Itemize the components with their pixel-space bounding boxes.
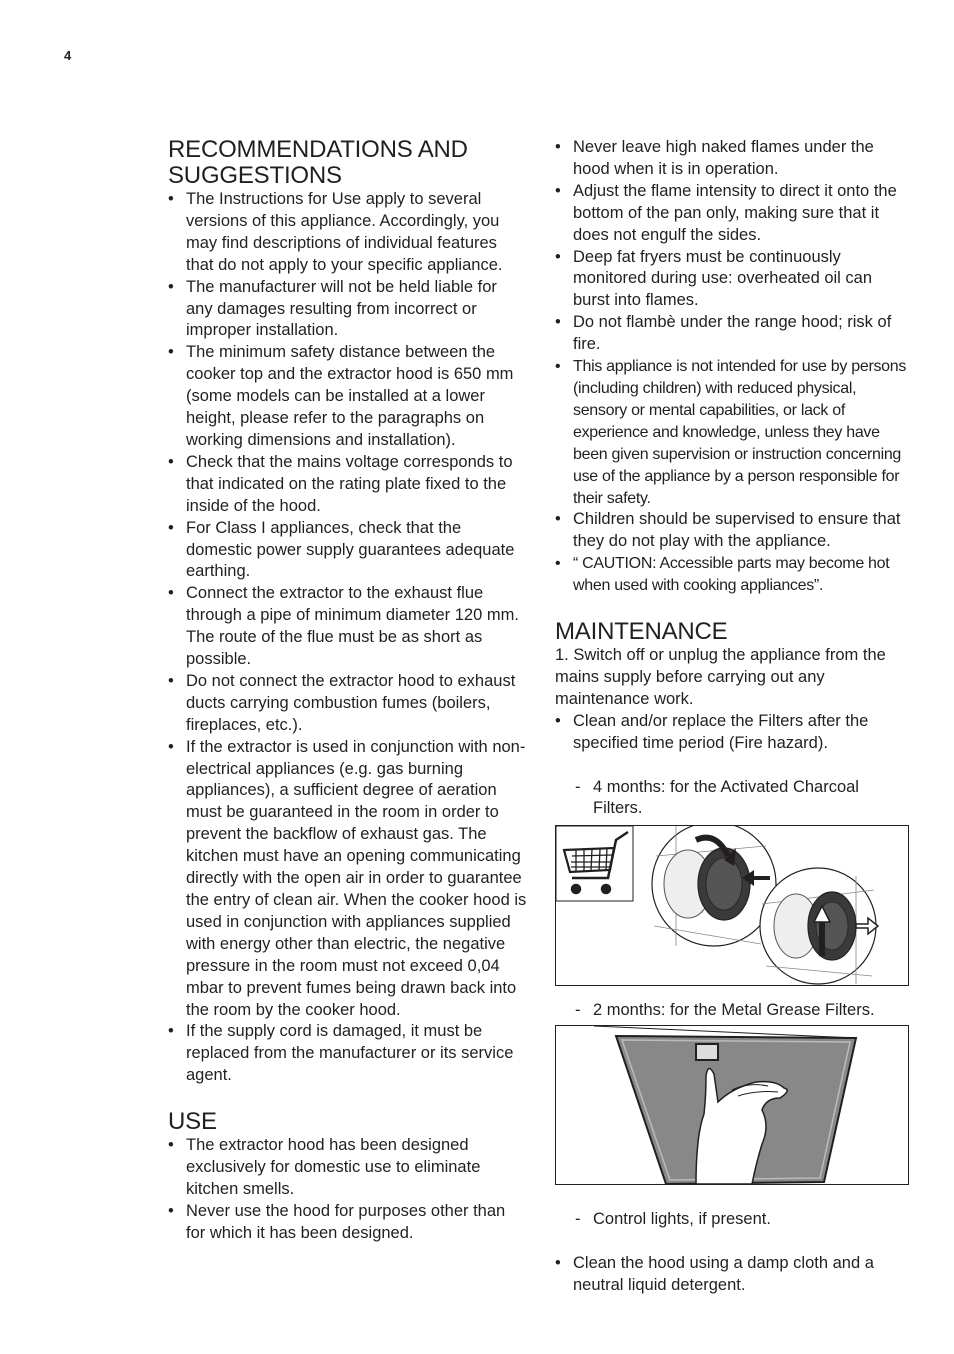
left-column [168,137,528,1245]
use-list [168,1135,528,1245]
maintenance-heading: MAINTENANCE [555,618,728,646]
charcoal-filter-illustration [555,825,909,986]
list-item: • Clean and/or replace the Filters after the specified time period (Fire hazard). [555,711,911,755]
grease-filter-illustration [555,1025,909,1185]
right-column [555,137,911,1297]
list-item: • If the extractor is used in conjunction with non-electrical appliances (e.g. gas burning appliances), a sufficient degree of aeration must be guaranteed in the room in order to prevent the backflow of exhaust gas. The kitchen must have an opening communicating directly with the open air in order to guarantee the entry of clean air. When the cooker hood is used in conjunction with appliances supplied with energy other than electric, the negative pressure in the room must not exceed 0,04 mbar to prevent fumes being drawn back into the room by the cooker hood. [168,737,528,1022]
charcoal-filter-drawing [556,826,908,985]
list-item: • Do not connect the extractor hood to exhaust ducts carrying combustion fumes (boilers, fireplaces, etc.). [168,671,528,737]
grease-filter-interval: - 2 months: for the Metal Grease Filters. [575,1001,875,1020]
list-item: • Deep fat fryers must be continuously monitored during use: overheated oil can burst into flames. [555,247,911,313]
list-item: • The minimum safety distance between the cooker top and the extractor hood is 650 mm (some models can be installed at a lower height, please refer to the paragraphs on working dimensions and installation). [168,342,528,452]
cleaning-list [555,1253,911,1297]
list-item: • Clean the hood using a damp cloth and a neutral liquid detergent. [555,1253,911,1297]
list-item: • Never use the hood for purposes other than for which it has been designed. [168,1201,528,1245]
grease-filter-drawing [556,1026,908,1184]
hood-detail-right [760,868,878,984]
list-item: • “ CAUTION: Accessible parts may become hot when used with cooking appliances”. [555,553,911,597]
list-item: • For Class I appliances, check that the domestic power supply guarantees adequate earthing. [168,518,528,584]
list-item: • The Instructions for Use apply to several versions of this appliance. Accordingly, you may find descriptions of individual features that do not apply to your specific appliance. [168,189,528,277]
page-number: 4 [64,48,72,63]
charcoal-filter-interval: - 4 months: for the Activated Charcoal Filters. [575,777,859,818]
list-item: • Adjust the flame intensity to direct it onto the bottom of the pan only, making sure that it does not engulf the sides. [555,181,911,247]
use-heading: USE [168,1108,217,1136]
maintenance-list [555,711,911,755]
list-item: • The extractor hood has been designed exclusively for domestic use to eliminate kitchen smells. [168,1135,528,1201]
hood-detail-left [652,826,776,946]
list-item: • If the supply cord is damaged, it must be replaced from the manufacturer or its service agent. [168,1021,528,1087]
list-item: • Check that the mains voltage corresponds to that indicated on the rating plate fixed to the inside of the hood. [168,452,528,518]
maintenance-intro: 1. Switch off or unplug the appliance from the mains supply before carrying out any maintenance work. [555,646,886,708]
recommendations-list [168,189,528,1087]
recommendations-heading: RECOMMENDATIONS AND SUGGESTIONS [168,136,468,189]
safety-list [555,137,911,597]
list-item: • Do not flambè under the range hood; risk of fire. [555,312,911,356]
list-item: • The manufacturer will not be held liable for any damages resulting from incorrect or improper installation. [168,277,528,343]
list-item: • This appliance is not intended for use by persons (including children) with reduced physical, sensory or mental capabilities, or lack of experience and knowledge, unless they have been given supervision or instruction concerning use of the appliance by a person responsible for their safety. [555,356,911,509]
list-item: • Connect the extractor to the exhaust flue through a pipe of minimum diameter 120 mm. The route of the flue must be as short as possible. [168,583,528,671]
list-item: • Children should be supervised to ensure that they do not play with the appliance. [555,509,911,553]
list-item: • Never leave high naked flames under the hood when it is in operation. [555,137,911,181]
control-lights-note: - Control lights, if present. [575,1210,771,1229]
